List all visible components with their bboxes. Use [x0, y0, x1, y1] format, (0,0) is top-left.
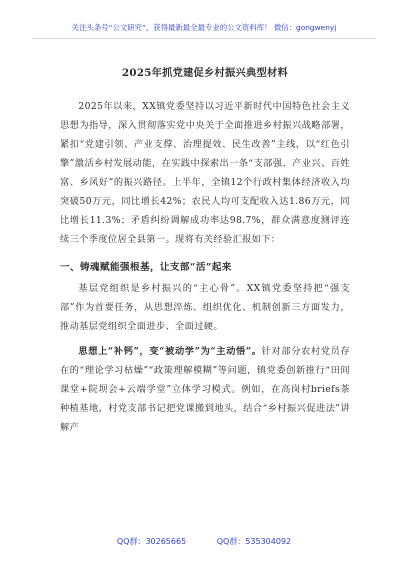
- subsection-1-body: 针对部分农村党员存在的“理论学习枯燥”“政策理解模糊”等问题，镇党委创新推行“田间课堂+院坝会+云端学堂”立体学习模式。例如，在高岗村briefs茶种植基地，村党支部书记把党课搬到地头，结合“乡村振兴促进法”讲解产: [60, 346, 350, 433]
- section-1-paragraph: 基层党组织是乡村振兴的“主心骨”。XX镇党委坚持把“强支部”作为首要任务，从思想淬炼、组织优化、机制创新三方面发力，推动基层党组织全面进步、全面过硬。: [60, 283, 350, 332]
- section-heading-1: 一、铸魂赋能强根基，让支部“活”起来: [60, 262, 232, 273]
- document-title: 2025年抓党建促乡村振兴典型材料: [122, 67, 288, 79]
- subsection-1-lead: 思想上“补钙”，变“被动学”为“主动悟”。: [78, 346, 262, 357]
- document-body: [60, 64, 350, 437]
- qq-group-2: QQ群：535304092: [216, 537, 292, 546]
- intro-paragraph: 2025年以来，XX镇党委坚持以习近平新时代中国特色社会主义思想为指导，深入贯彻落实党中央关于全面推进乡村振兴战略部署，紧扣“党建引领、产业支撑、治理提效、民生改善”主线，以“红色引擎”激活乡村发展动能，在实践中探索出一条“支部强、产业兴、百姓富、乡风好”的振兴路径。上半年，全镇12个行政村集体经济收入均突破50万元，同比增长42%；农民人均可支配收入达1.86万元，同比增长11.3%；矛盾纠纷调解成功率达98.7%，群众满意度测评连续三个季度位居全县第一。现将有关经验汇报如下：: [60, 101, 350, 245]
- subsection-1-paragraph: [60, 342, 350, 437]
- qq-group-1: QQ群：30265665: [116, 537, 187, 546]
- footer-qq-groups: [0, 536, 408, 547]
- header-banner: 关注头条号“公文研究”，获得最新最全最专业的公文资料库！ 微信：gongwenyj: [71, 23, 337, 32]
- header-divider: [32, 38, 376, 39]
